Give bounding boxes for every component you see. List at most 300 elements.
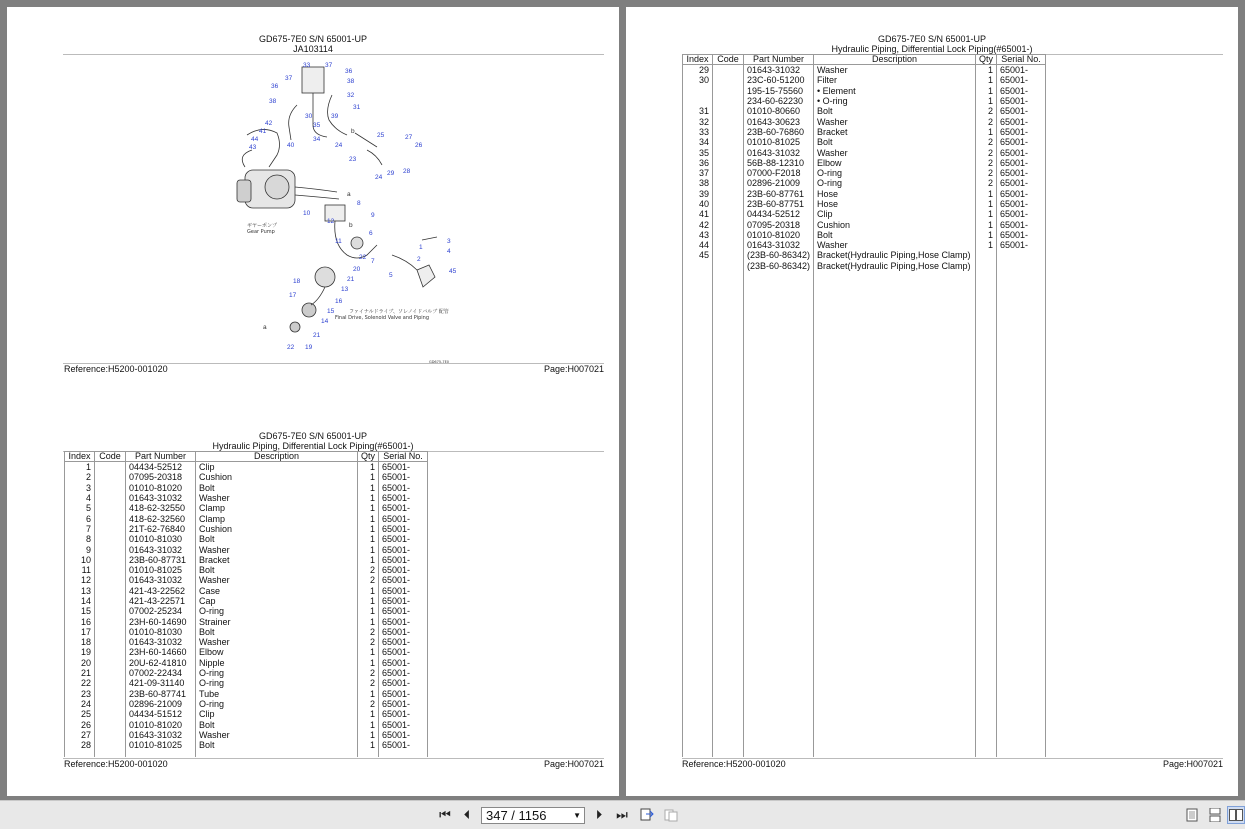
cell-index: 21	[65, 668, 95, 678]
cell-serial-no	[997, 250, 1046, 260]
svg-text:39: 39	[331, 113, 339, 120]
cell-serial-no: 65001-	[379, 719, 428, 729]
diagram-subtitle: JA103114	[293, 44, 333, 54]
cell-serial-no: 65001-	[997, 127, 1046, 137]
svg-text:18: 18	[293, 278, 301, 285]
svg-text:22: 22	[287, 344, 295, 351]
svg-text:13: 13	[341, 286, 349, 293]
cell-index: 9	[65, 544, 95, 554]
svg-text:29: 29	[387, 170, 395, 177]
column-header-description: Description	[196, 452, 358, 462]
filler-cell	[683, 271, 713, 757]
cell-part-number: (23B-60-86342)	[744, 261, 814, 271]
cell-serial-no: 65001-	[379, 637, 428, 647]
svg-text:37: 37	[325, 62, 333, 69]
cell-description: Washer	[196, 544, 358, 554]
column-header-serial-no: Serial No.	[997, 55, 1046, 65]
cell-serial-no: 65001-	[379, 709, 428, 719]
filler-cell	[814, 271, 976, 757]
parts-list-subtitle: Hydraulic Piping, Differential Lock Piping(#65001-)	[212, 441, 414, 451]
cell-index: 31	[683, 106, 713, 116]
cell-part-number: 01643-31032	[126, 575, 196, 585]
cell-description: Cushion	[196, 524, 358, 534]
table-row	[683, 189, 1046, 199]
cell-qty: 1	[358, 689, 379, 699]
svg-text:21: 21	[347, 276, 355, 283]
gear-pump-label: Gear Pump	[247, 229, 275, 235]
filler-cell	[976, 271, 997, 757]
cell-part-number: 01010-80660	[744, 106, 814, 116]
parts-table	[682, 54, 1046, 757]
cell-description: Cushion	[814, 219, 976, 229]
cell-index: 33	[683, 127, 713, 137]
cell-index: 37	[683, 168, 713, 178]
cell-part-number: 07095-20318	[744, 219, 814, 229]
cell-description: Bracket(Hydraulic Piping,Hose Clamp)	[814, 261, 976, 271]
table-row	[65, 472, 428, 482]
table-row	[65, 596, 428, 606]
cell-part-number: 02896-21009	[744, 178, 814, 188]
cell-code	[713, 189, 744, 199]
cell-part-number: 01643-30623	[744, 116, 814, 126]
cell-qty: 1	[976, 199, 997, 209]
cell-part-number: 23H-60-14660	[126, 647, 196, 657]
cell-index: 18	[65, 637, 95, 647]
cell-qty: 1	[358, 596, 379, 606]
cell-qty: 1	[976, 240, 997, 250]
parts-diagram[interactable]	[207, 55, 467, 365]
svg-text:17: 17	[289, 292, 297, 299]
svg-text:32: 32	[347, 92, 355, 99]
cell-serial-no: 65001-	[379, 740, 428, 750]
table-row	[683, 240, 1046, 250]
cell-qty: 1	[358, 740, 379, 750]
cell-serial-no	[997, 261, 1046, 271]
cell-qty: 1	[358, 503, 379, 513]
table-row	[65, 658, 428, 668]
svg-text:42: 42	[265, 120, 273, 127]
cell-code	[713, 137, 744, 147]
cell-part-number: 04434-51512	[126, 709, 196, 719]
cell-qty: 2	[976, 106, 997, 116]
cell-index: 45	[683, 250, 713, 260]
right-page	[626, 7, 1238, 796]
cell-description: Clamp	[196, 513, 358, 523]
svg-text:26: 26	[415, 142, 423, 149]
svg-text:2: 2	[417, 256, 421, 263]
cell-serial-no: 65001-	[379, 524, 428, 534]
cell-index: 26	[65, 719, 95, 729]
last-page-icon[interactable]: ⏭	[616, 807, 628, 822]
cell-qty: 1	[358, 524, 379, 534]
table-row	[65, 719, 428, 729]
cell-index: 23	[65, 689, 95, 699]
cell-qty: 2	[976, 168, 997, 178]
cell-serial-no: 65001-	[379, 503, 428, 513]
cell-qty: 2	[976, 137, 997, 147]
cell-code	[713, 199, 744, 209]
cell-qty: 1	[976, 75, 997, 85]
column-header-part-number: Part Number	[126, 452, 196, 462]
svg-text:41: 41	[259, 128, 267, 135]
cell-serial-no: 65001-	[379, 658, 428, 668]
cell-code	[95, 606, 126, 616]
filler-cell	[65, 750, 95, 757]
table-row	[65, 740, 428, 750]
cell-code	[95, 513, 126, 523]
cell-code	[713, 147, 744, 157]
chevron-down-icon[interactable]: ▼	[573, 811, 581, 820]
parts-list-subtitle: Hydraulic Piping, Differential Lock Piping(#65001-)	[831, 44, 1033, 54]
svg-text:20: 20	[353, 266, 361, 273]
cell-serial-no: 65001-	[379, 462, 428, 473]
cell-serial-no: 65001-	[379, 627, 428, 637]
cell-index: 44	[683, 240, 713, 250]
cell-qty: 1	[976, 219, 997, 229]
cell-part-number: 23B-60-87761	[744, 189, 814, 199]
cell-serial-no: 65001-	[997, 106, 1046, 116]
cell-code	[95, 503, 126, 513]
cell-serial-no: 65001-	[997, 158, 1046, 168]
cell-part-number: 421-43-22562	[126, 586, 196, 596]
page-label: Page:H007021	[1162, 759, 1223, 769]
continuous-icon[interactable]	[1206, 806, 1224, 824]
cell-description: Elbow	[196, 647, 358, 657]
cell-code	[713, 250, 744, 260]
cell-qty: 1	[976, 230, 997, 240]
cell-serial-no: 65001-	[997, 147, 1046, 157]
cell-index: 8	[65, 534, 95, 544]
cell-qty: 1	[358, 513, 379, 523]
cell-part-number: 07000-F2018	[744, 168, 814, 178]
cell-code	[713, 158, 744, 168]
svg-text:38: 38	[347, 78, 355, 85]
svg-text:45: 45	[449, 268, 457, 275]
cell-serial-no: 65001-	[379, 493, 428, 503]
filler-cell	[126, 750, 196, 757]
cell-description: Bracket(Hydraulic Piping,Hose Clamp)	[814, 250, 976, 260]
svg-text:31: 31	[353, 104, 361, 111]
cell-description: Nipple	[196, 658, 358, 668]
cell-part-number: 07002-22434	[126, 668, 196, 678]
cell-index: 17	[65, 627, 95, 637]
cell-serial-no: 65001-	[997, 86, 1046, 96]
cell-part-number: 01643-31032	[126, 730, 196, 740]
cell-code	[713, 168, 744, 178]
cell-code	[95, 575, 126, 585]
table-row	[683, 106, 1046, 116]
cell-description: Clip	[814, 209, 976, 219]
cell-description: O-ring	[814, 178, 976, 188]
table-filler	[683, 271, 1046, 757]
cell-description: O-ring	[814, 168, 976, 178]
cell-index: 7	[65, 524, 95, 534]
cell-description: Bolt	[196, 740, 358, 750]
table-row	[65, 668, 428, 678]
cell-part-number: 23B-60-76860	[744, 127, 814, 137]
table-row	[65, 616, 428, 626]
cell-code	[95, 689, 126, 699]
cell-description: Bolt	[196, 627, 358, 637]
cell-description: Bolt	[196, 565, 358, 575]
cell-index: 20	[65, 658, 95, 668]
cell-serial-no: 65001-	[997, 199, 1046, 209]
svg-text:1: 1	[419, 244, 423, 251]
cell-qty: 2	[976, 178, 997, 188]
cell-serial-no: 65001-	[997, 209, 1046, 219]
cell-code	[95, 647, 126, 657]
column-header-serial-no: Serial No.	[379, 452, 428, 462]
cell-description: Bolt	[196, 483, 358, 493]
svg-text:36: 36	[345, 68, 353, 75]
cell-serial-no: 65001-	[379, 668, 428, 678]
parts-list-title: GD675-7E0 S/N 65001-UP	[877, 34, 987, 44]
cell-index: 30	[683, 75, 713, 85]
parts-table	[64, 451, 428, 757]
column-header-qty: Qty	[976, 55, 997, 65]
cell-index: 28	[65, 740, 95, 750]
column-header-index: Index	[65, 452, 95, 462]
cell-code	[713, 65, 744, 76]
table-row	[65, 586, 428, 596]
next-page-icon[interactable]: ⏵	[595, 807, 603, 822]
cell-part-number: 23B-60-87741	[126, 689, 196, 699]
cell-part-number: 01643-31032	[126, 544, 196, 554]
table-row	[65, 483, 428, 493]
cell-qty: 1	[976, 127, 997, 137]
table-row	[65, 730, 428, 740]
cell-code	[713, 240, 744, 250]
viewer-toolbar	[0, 800, 1245, 829]
cell-serial-no: 65001-	[379, 730, 428, 740]
cell-index: 25	[65, 709, 95, 719]
cell-code	[95, 534, 126, 544]
cell-serial-no: 65001-	[379, 616, 428, 626]
page-label: Page:H007021	[543, 364, 604, 374]
cell-qty: 2	[358, 627, 379, 637]
table-row	[683, 168, 1046, 178]
cell-code	[95, 555, 126, 565]
page-indicator: 347 / 1156	[486, 808, 547, 823]
cell-part-number: 01643-31032	[126, 493, 196, 503]
cell-part-number: (23B-60-86342)	[744, 250, 814, 260]
cell-code	[713, 86, 744, 96]
cell-index: 34	[683, 137, 713, 147]
cell-code	[713, 127, 744, 137]
svg-text:25: 25	[377, 132, 385, 139]
table-row	[683, 219, 1046, 229]
cell-qty: 1	[358, 709, 379, 719]
cell-description: Washer	[814, 240, 976, 250]
table-row	[683, 96, 1046, 106]
table-row	[683, 178, 1046, 188]
svg-text:23: 23	[349, 156, 357, 163]
cell-index: 42	[683, 219, 713, 229]
cell-qty: 1	[358, 493, 379, 503]
svg-text:34: 34	[313, 136, 321, 143]
cell-code	[95, 730, 126, 740]
cell-index: 5	[65, 503, 95, 513]
cell-part-number: 23B-60-87731	[126, 555, 196, 565]
cell-description: Bolt	[196, 534, 358, 544]
cell-index: 38	[683, 178, 713, 188]
cell-serial-no: 65001-	[379, 689, 428, 699]
svg-text:4: 4	[447, 248, 451, 255]
cell-part-number: 04434-52512	[126, 462, 196, 473]
cell-index: 13	[65, 586, 95, 596]
cell-code	[713, 209, 744, 219]
cell-index: 12	[65, 575, 95, 585]
cell-description: Bracket	[814, 127, 976, 137]
cell-index: 6	[65, 513, 95, 523]
cell-serial-no: 65001-	[997, 137, 1046, 147]
callout-a: a	[347, 191, 351, 198]
cell-index: 16	[65, 616, 95, 626]
diagram-title: GD675-7E0 S/N 65001-UP	[258, 34, 368, 44]
column-header-code: Code	[95, 452, 126, 462]
cell-serial-no: 65001-	[997, 75, 1046, 85]
cell-qty: 1	[358, 534, 379, 544]
cell-description: Bolt	[814, 106, 976, 116]
cell-part-number: 20U-62-41810	[126, 658, 196, 668]
table-row	[683, 75, 1046, 85]
svg-text:19: 19	[305, 344, 313, 351]
table-row	[65, 462, 428, 473]
cell-description: Hose	[814, 199, 976, 209]
cell-qty: 2	[358, 565, 379, 575]
cell-description: Cushion	[196, 472, 358, 482]
single-page-icon[interactable]	[1183, 806, 1201, 824]
page-number-input[interactable]	[481, 807, 585, 824]
cell-serial-no: 65001-	[997, 116, 1046, 126]
cell-index: 3	[65, 483, 95, 493]
cell-part-number: 234-60-62230	[744, 96, 814, 106]
cell-description: Clip	[196, 462, 358, 473]
cell-qty: 2	[358, 678, 379, 688]
cell-description: Cap	[196, 596, 358, 606]
svg-text:15: 15	[327, 308, 335, 315]
svg-text:6: 6	[369, 230, 373, 237]
svg-text:30: 30	[305, 113, 313, 120]
table-row	[683, 158, 1046, 168]
cell-part-number: 418-62-32550	[126, 503, 196, 513]
cell-description: Bolt	[814, 230, 976, 240]
cell-qty: 2	[976, 147, 997, 157]
table-row	[683, 147, 1046, 157]
svg-text:24: 24	[375, 174, 383, 181]
fit-width-icon[interactable]	[662, 806, 680, 824]
cell-serial-no: 65001-	[379, 555, 428, 565]
cell-index: 27	[65, 730, 95, 740]
fit-page-icon[interactable]	[638, 806, 656, 824]
table-row	[65, 565, 428, 575]
svg-text:3: 3	[447, 238, 451, 245]
cell-qty: 1	[358, 462, 379, 473]
cell-code	[713, 178, 744, 188]
prev-page-icon[interactable]: ⏴	[463, 807, 471, 822]
cell-description: • O-ring	[814, 96, 976, 106]
cell-index: 22	[65, 678, 95, 688]
table-row	[65, 647, 428, 657]
cell-part-number: 01010-81025	[126, 740, 196, 750]
table-row	[683, 261, 1046, 271]
table-row	[65, 699, 428, 709]
cell-code	[95, 565, 126, 575]
column-header-qty: Qty	[358, 452, 379, 462]
cell-serial-no: 65001-	[379, 472, 428, 482]
cell-serial-no: 65001-	[379, 596, 428, 606]
cell-index: 2	[65, 472, 95, 482]
cell-qty: 2	[358, 699, 379, 709]
cell-serial-no: 65001-	[997, 168, 1046, 178]
cell-description: O-ring	[196, 668, 358, 678]
cell-serial-no: 65001-	[379, 534, 428, 544]
cell-qty: 1	[976, 209, 997, 219]
reference-label: Reference:H5200-001020	[682, 759, 786, 769]
cell-description: Washer	[814, 65, 976, 76]
cell-serial-no: 65001-	[379, 565, 428, 575]
filler-cell	[997, 271, 1046, 757]
svg-text:21: 21	[313, 332, 321, 339]
cell-code	[95, 709, 126, 719]
cell-index: 40	[683, 199, 713, 209]
cell-description: Case	[196, 586, 358, 596]
cell-code	[95, 699, 126, 709]
cell-part-number: 01643-31032	[126, 637, 196, 647]
cell-code	[95, 678, 126, 688]
cell-code	[95, 493, 126, 503]
cell-part-number: 421-43-22571	[126, 596, 196, 606]
cell-qty	[976, 250, 997, 260]
table-row	[65, 606, 428, 616]
table-row	[683, 65, 1046, 76]
cell-code	[713, 116, 744, 126]
cell-part-number: 01643-31032	[744, 147, 814, 157]
svg-text:35: 35	[313, 122, 321, 129]
cell-qty: 1	[358, 719, 379, 729]
cell-code	[713, 219, 744, 229]
table-row	[683, 127, 1046, 137]
cell-description: Filter	[814, 75, 976, 85]
cell-serial-no: 65001-	[379, 606, 428, 616]
cell-index	[683, 96, 713, 106]
cell-index: 1	[65, 462, 95, 473]
filler-cell	[95, 750, 126, 757]
cell-serial-no: 65001-	[379, 647, 428, 657]
cell-qty	[976, 261, 997, 271]
cell-code	[95, 637, 126, 647]
table-row	[683, 250, 1046, 260]
table-row	[65, 493, 428, 503]
cell-index	[683, 86, 713, 96]
cell-serial-no: 65001-	[379, 678, 428, 688]
first-page-icon[interactable]: ⏮	[439, 807, 451, 822]
cell-part-number: 195-15-75560	[744, 86, 814, 96]
cell-part-number: 01643-31032	[744, 240, 814, 250]
cell-part-number: 01010-81020	[744, 230, 814, 240]
cell-code	[713, 230, 744, 240]
facing-icon[interactable]	[1227, 806, 1245, 824]
table-row	[65, 524, 428, 534]
svg-text:8: 8	[357, 200, 361, 207]
gear-pump-jp-label: ギヤーポンプ	[247, 223, 278, 229]
cell-code	[713, 96, 744, 106]
cell-description: Washer	[196, 637, 358, 647]
cell-description: Washer	[814, 147, 976, 157]
table-row	[683, 209, 1046, 219]
cell-index: 15	[65, 606, 95, 616]
cell-part-number: 01010-81020	[126, 719, 196, 729]
